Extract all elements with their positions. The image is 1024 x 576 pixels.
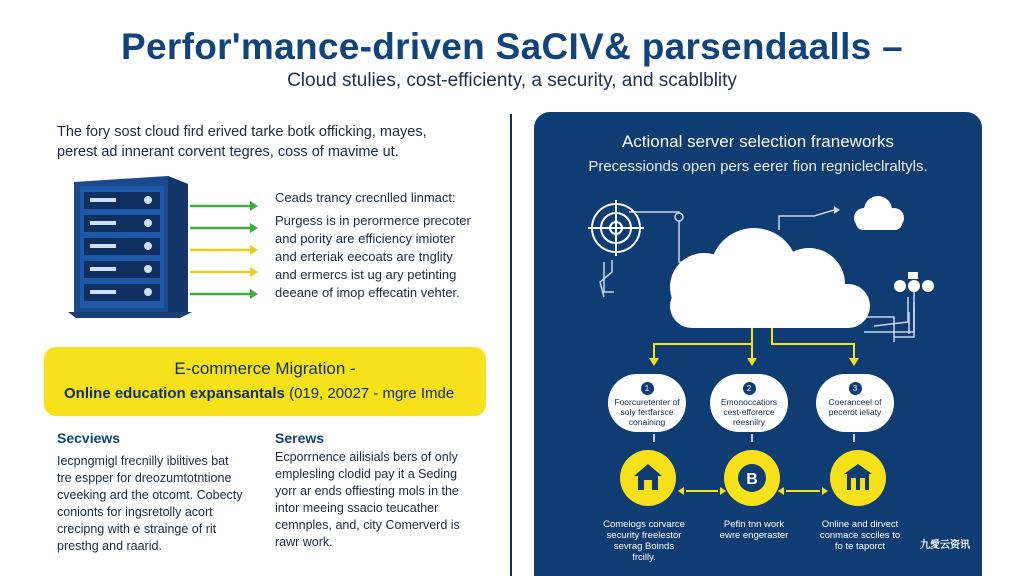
migration-subtitle	[64, 385, 486, 402]
server-line: and pority are efficiency imioter	[275, 231, 455, 246]
small-cloud-icon	[854, 196, 904, 230]
caption-line: Online and dirvect	[821, 519, 899, 530]
server-section-body	[275, 212, 495, 302]
column-line: Ecporrnence ailisials bers of only	[275, 450, 458, 464]
caption-line: sevrag Boinds	[613, 541, 675, 552]
caption	[808, 519, 912, 552]
node-line: soly fertfarsce	[620, 407, 674, 417]
server-line: and erteriak eecoats are tnglity	[275, 249, 453, 264]
node-line: cest-effcrerce	[723, 407, 775, 417]
arrows-icon	[190, 198, 260, 302]
migration-subtitle-bold: Online education expansantals	[64, 385, 285, 402]
caption-line: fo te taporct	[834, 541, 886, 552]
intro-line: perest ad innerant corvent tegres, coss of mavime ut.	[57, 144, 399, 160]
column-line: tre espper for dreozumtotntione	[57, 471, 232, 485]
page-title: Perfor'mance-driven SaCIV& parsendaalls –	[121, 26, 903, 67]
intro-line: The fory sost cloud fird erived tarke botk officking, mayes,	[57, 124, 427, 140]
vertical-divider	[510, 114, 512, 576]
server-line: Purgess is in perormerce precoter	[275, 213, 471, 228]
server-line: deeane of imop effecatin vehter.	[275, 285, 460, 300]
node-number: 1	[641, 382, 654, 395]
caption-line: security freelestor	[606, 530, 682, 541]
node-number: 2	[743, 382, 756, 395]
column-line: cemnples, and, city Comerverd is	[275, 518, 460, 532]
panel-subtitle: Precessionds open pers eerer fion regnicleclraltyls.	[588, 158, 928, 175]
caption-line: ewre engeraster	[719, 530, 789, 541]
node-line: Coeranceel of	[828, 397, 882, 407]
column-body-left	[57, 453, 262, 555]
framework-node	[816, 374, 894, 432]
column-body-right	[275, 449, 500, 551]
home-icon	[620, 450, 676, 506]
chain-icon	[894, 272, 934, 292]
framework-node	[710, 374, 788, 432]
caption-line: conmace scciles to	[819, 530, 901, 541]
migration-banner	[44, 347, 486, 416]
node-number: 3	[849, 382, 862, 395]
column-line: rawr work.	[275, 535, 333, 549]
column-heading-right: Serews	[275, 430, 325, 446]
migration-title: E-commerce Migration -	[174, 359, 356, 378]
column-line: presthg and raarid.	[57, 539, 162, 553]
page-subtitle: Cloud stulies, cost-efficienty, a security, and scablblity	[287, 70, 737, 91]
panel-title: Actional server selection franeworks	[621, 132, 895, 151]
framework-panel	[534, 112, 982, 576]
column-line: conionts for ingsretolly acort	[57, 505, 213, 519]
panel-diagram	[534, 112, 982, 576]
target-icon	[588, 200, 644, 256]
node-line: reesnilry	[732, 417, 766, 427]
caption-line: Pefin tnn work	[723, 519, 785, 530]
column-line: cveeking ard the otcomt. Cobecty	[57, 488, 243, 502]
column-line: yorr ar ends offiesting mols in the	[275, 484, 459, 498]
server-line: and ermercs ist ug ary petinting	[275, 267, 457, 282]
migration-subtitle-rest: (019, 20027 - mgre Imde	[284, 385, 455, 402]
b-logo-icon	[724, 450, 780, 506]
cloud-icon	[670, 228, 870, 328]
node-line: Foorcuretenter of	[614, 397, 680, 407]
watermark: 九愛云资讯	[920, 540, 970, 551]
column-line: intor meeing ssacio teucather	[275, 501, 439, 515]
framework-node	[608, 374, 686, 432]
server-section-heading: Ceads trancy crecnlled linmact:	[275, 190, 456, 205]
caption-line: Comelogs corvarce	[603, 519, 685, 530]
node-line: pecerot ieliaty	[828, 407, 882, 417]
column-line: emplesling clodid pay it a Seding	[275, 467, 458, 481]
column-line: crecipng with e strainge of rit	[57, 522, 217, 536]
caption	[590, 519, 698, 563]
intro-text	[57, 122, 477, 162]
node-line: conaining	[628, 417, 666, 427]
column-heading-left: Secviews	[57, 430, 121, 446]
caption	[704, 519, 804, 541]
column-line: Iecpngmigl frecnilly ibiitives bat	[57, 454, 229, 468]
server-rack-icon	[68, 172, 192, 318]
node-line: Emonoccatiors	[720, 397, 778, 407]
svg-text:B: B	[746, 471, 758, 488]
store-icon	[830, 450, 886, 506]
caption-line: frcilly.	[632, 552, 656, 563]
